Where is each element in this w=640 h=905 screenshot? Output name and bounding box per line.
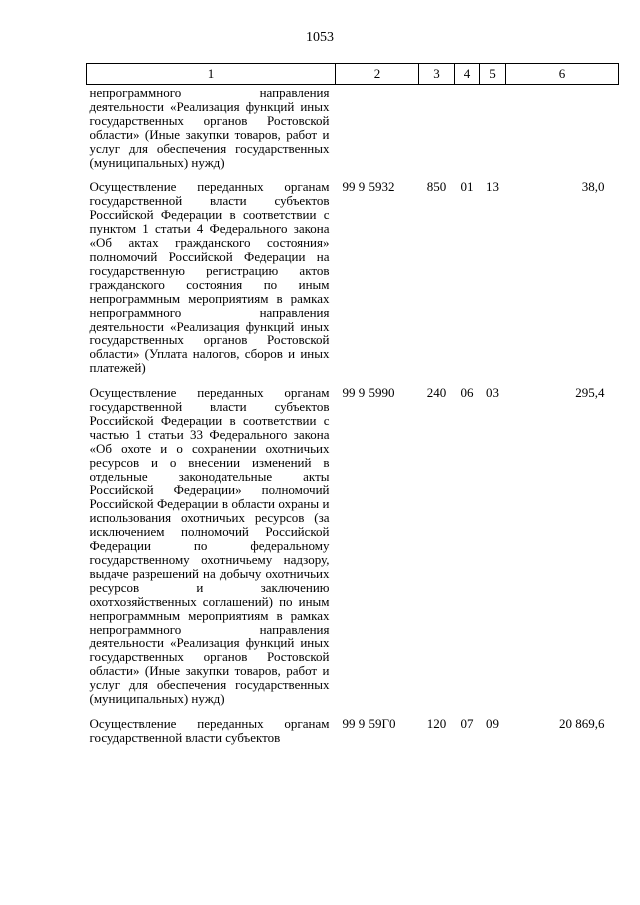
column-header-6: 6 bbox=[506, 64, 619, 85]
column-header-3: 3 bbox=[419, 64, 455, 85]
row-expense-type bbox=[419, 85, 455, 180]
column-header-4: 4 bbox=[455, 64, 480, 85]
row-expense-type: 120 bbox=[426, 715, 447, 731]
row-amount bbox=[506, 85, 619, 180]
row-description: Осуществление переданных органам государственной власти субъектов Российской Федерации в соответствии с пунктом 1 статьи 4 Федерального закона «Об актах гражданского состояния» полномочий Российской Федерации на государственную регистрацию актов гражданского состояния по иным непрограммным мероприятиям в рамках непрограммного направления деятельности «Реализация функций иных государственных органов Ростовской области» (Уплата налогов, сборов и иных платежей) bbox=[89, 179, 330, 376]
table-header-row bbox=[87, 64, 619, 85]
column-header-2: 2 bbox=[336, 64, 419, 85]
row-section: 06 bbox=[460, 385, 474, 401]
row-amount: 38,0 bbox=[581, 179, 605, 195]
table-row bbox=[87, 716, 619, 755]
row-target-code: 99 9 5932 bbox=[342, 179, 395, 195]
row-target-code: 99 9 5990 bbox=[342, 385, 395, 401]
row-section: 07 bbox=[460, 715, 474, 731]
budget-table bbox=[86, 63, 619, 755]
row-amount: 20 869,6 bbox=[559, 715, 605, 731]
page-number: 1053 bbox=[306, 30, 334, 45]
row-expense-type: 240 bbox=[426, 385, 447, 401]
row-amount: 295,4 bbox=[575, 385, 605, 401]
row-target-code bbox=[336, 85, 419, 180]
table-row bbox=[87, 385, 619, 716]
column-header-1: 1 bbox=[87, 64, 336, 85]
row-section: 01 bbox=[460, 179, 474, 195]
row-subsection bbox=[480, 85, 506, 180]
row-target-code: 99 9 59Г0 bbox=[342, 715, 396, 731]
row-subsection: 09 bbox=[486, 715, 499, 731]
row-section bbox=[455, 85, 480, 180]
row-subsection: 03 bbox=[486, 385, 499, 401]
row-subsection: 13 bbox=[486, 179, 499, 195]
row-description: Осуществление переданных органам государственной власти субъектов bbox=[89, 715, 330, 745]
column-header-5: 5 bbox=[480, 64, 506, 85]
row-expense-type: 850 bbox=[426, 179, 447, 195]
table-row bbox=[87, 85, 619, 180]
row-description: непрограммного направления деятельности «Реализация функций иных государственных органов Ростовской области» (Иные закупки товаров, работ и услуг для обеспечения государственных (муниципальных) нужд) bbox=[89, 85, 330, 170]
table-row bbox=[87, 179, 619, 385]
row-description: Осуществление переданных органам государственной власти субъектов Российской Федерации в соответствии с частью 1 статьи 33 Федерального закона «Об охоте и о сохранении охотничьих ресурсов и о внесении изменений в отдельные законодательные акты Российской Федерации» полномочий Российской Федерации в области охраны и использования охотничьих ресурсов (за исключением полномочий Российской Федерации по федеральному государственному охотничьему надзору, выдаче разрешений на добычу охотничьих ресурсов и заключению охотхозяйственных соглашений) по иным непрограммным мероприятиям в рамках непрограммного направления деятельности «Реализация функций иных государственных органов Ростовской области» (Иные закупки товаров, работ и услуг для обеспечения государственных (муниципальных) нужд) bbox=[89, 385, 330, 707]
